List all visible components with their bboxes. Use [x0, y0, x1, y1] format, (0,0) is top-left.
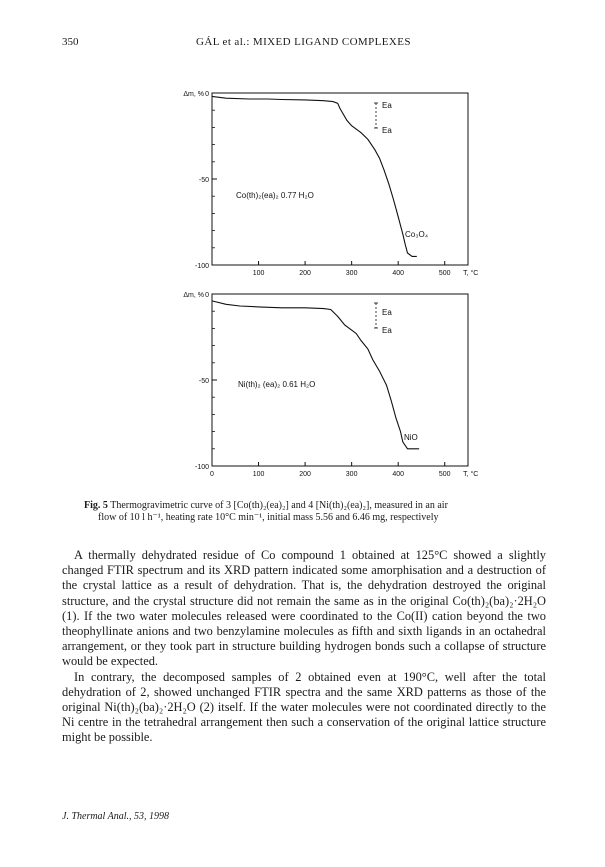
chart-panel-1 — [212, 93, 468, 265]
ea-label-1: Ea — [382, 101, 392, 110]
x-tick-label: 400 — [392, 270, 405, 277]
residue-label: NiO — [404, 433, 418, 442]
x-axis-label: T, °C — [463, 270, 479, 277]
y-tick-label: 0 — [205, 292, 209, 299]
caption-line-1: Thermogravimetric curve of 3 [Co(th)₂(ea)₂] and 4 [Ni(th)₂(ea)₂], measured in an air — [110, 500, 448, 511]
y-tick-label: 0 — [205, 91, 209, 98]
tg-curve — [212, 96, 417, 256]
tg-curve — [212, 301, 419, 449]
y-tick-label: -50 — [198, 378, 209, 385]
journal-footer: J. Thermal Anal., 53, 1998 — [62, 811, 170, 822]
y-axis-label: Δm, % — [183, 292, 204, 299]
x-tick-label: 500 — [438, 270, 451, 277]
x-tick-label: 0 — [210, 471, 214, 478]
page-number: 350 — [62, 36, 79, 48]
body-text — [62, 548, 546, 746]
caption-label: Fig. 5 — [84, 500, 108, 511]
x-tick-label: 500 — [438, 471, 451, 478]
x-tick-label: 400 — [392, 471, 405, 478]
figure-caption — [84, 500, 544, 524]
caption-line-2: flow of 10 l h⁻¹, heating rate 10°C min⁻¹, initial mass 5.56 and 6.46 mg, respectively — [98, 512, 439, 523]
y-tick-label: -100 — [194, 263, 209, 270]
y-tick-label: -50 — [198, 177, 209, 184]
x-tick-label: 200 — [299, 471, 311, 478]
residue-label: Co₃O₄ — [405, 230, 428, 239]
x-axis-label: T, °C — [463, 471, 479, 478]
ea-label-1: Ea — [382, 308, 392, 317]
plot-frame — [212, 93, 468, 265]
y-axis-label: Δm, % — [183, 91, 204, 98]
x-tick-label: 100 — [252, 270, 265, 277]
ea-label-2: Ea — [382, 126, 392, 135]
x-tick-label: 300 — [345, 270, 358, 277]
y-tick-label: -100 — [194, 464, 209, 471]
x-tick-label: 300 — [345, 471, 358, 478]
paragraph-1: A thermally dehydrated residue of Co compound 1 obtained at 125°C showed a slightly changed FTIR spectrum and its XRD pattern indicated some amorphisation and a destruction of the crystal lattice as a result of dehydration. That is, the dehydration destroyed the original structure, and the crystal structure did not remain the same as in the original Co(th)₂(ba)₂·2H₂O (1). If the two water molecules released were coordinated to the Co(II) cation beyond the two theophyllinate anions and two benzylamine molecules as fifth and sixth ligands in an octahedral arrangement, or they took part in structure building hydrogen bonds such a collapse of structure would be expected. — [62, 548, 546, 669]
ea-label-2: Ea — [382, 326, 392, 335]
x-tick-label: 200 — [299, 270, 311, 277]
paragraph-2: In contrary, the decomposed samples of 2 obtained even at 190°C, well after the total dehydration of 2, showed unchanged FTIR spectra and the same XRD patterns as those of the original Ni(th)₂(ba)₂·2H₂O (2) itself. If the water molecules were not coordinated directly to the Ni centre in the tetrahedral arrangement then such a conservation of the original lattice structure might be possible. — [62, 669, 546, 745]
x-tick-label: 100 — [252, 471, 265, 478]
compound-label: Ni(th)₂ (ea)₂ 0.61 H₂O — [238, 380, 316, 389]
running-head: GÁL et al.: MIXED LIGAND COMPLEXES — [196, 36, 411, 48]
compound-label: Co(th)₂(ea)₂ 0.77 H₂O — [236, 191, 314, 200]
